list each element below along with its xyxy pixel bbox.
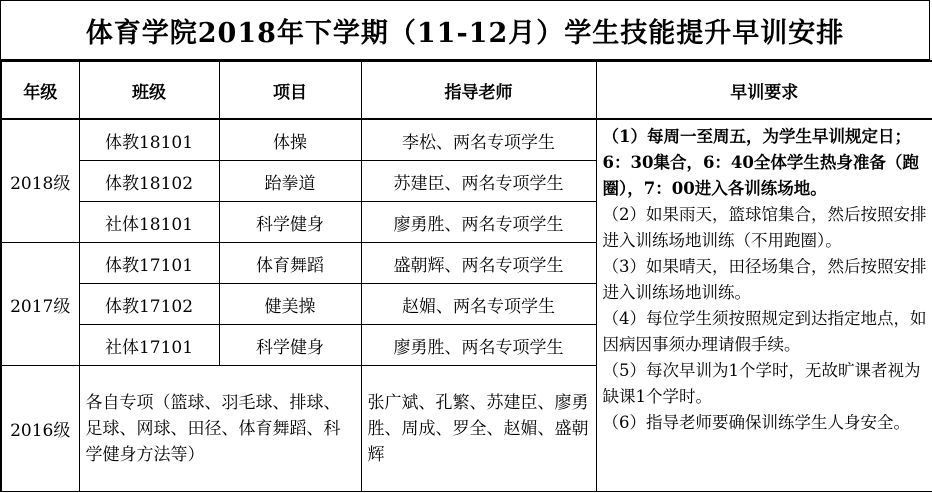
- project-cell: 科学健身: [219, 202, 361, 243]
- class-cell: 社体18101: [79, 202, 219, 243]
- header-class: 班级: [79, 61, 219, 119]
- header-grade: 年级: [1, 61, 79, 119]
- class-cell: 体教17101: [79, 243, 219, 284]
- project-cell: 科学健身: [219, 325, 361, 366]
- header-teacher: 指导老师: [361, 61, 596, 119]
- grade-cell: 2018级: [1, 119, 79, 243]
- class-project-cell: 各自专项（篮球、羽毛球、排球、足球、网球、田径、体育舞蹈、科学健身方法等）: [79, 366, 361, 492]
- header-project: 项目: [219, 61, 361, 119]
- project-cell: 跆拳道: [219, 161, 361, 202]
- teacher-cell: 张广斌、孔繁、苏建臣、廖勇胜、周成、罗全、赵媚、盛朝辉: [361, 366, 596, 492]
- grade-cell: 2017级: [1, 243, 79, 366]
- requirements-cell: [596, 119, 932, 492]
- requirement-item: （5）每次早训为1个学时，无故旷课者视为缺课1个学时。: [602, 361, 921, 406]
- requirement-item: （1）每周一至周五，为学生早训规定日；6：30集合，6：40全体学生热身准备（跑圈），7：00进入各训练场地。: [602, 127, 919, 198]
- header-requirements: 早训要求: [596, 61, 932, 119]
- requirement-item: （2）如果雨天，篮球馆集合，然后按照安排进入训练场地训练（不用跑圈）。: [602, 205, 927, 250]
- table-row: [1, 119, 932, 161]
- project-cell: 体育舞蹈: [219, 243, 361, 284]
- requirement-item: （4）每位学生须按照规定到达指定地点，如因病因事须办理请假手续。: [602, 309, 927, 354]
- teacher-cell: 赵媚、两名专项学生: [361, 284, 596, 325]
- teacher-cell: 廖勇胜、两名专项学生: [361, 202, 596, 243]
- project-cell: 健美操: [219, 284, 361, 325]
- teacher-cell: 苏建臣、两名专项学生: [361, 161, 596, 202]
- teacher-cell: 廖勇胜、两名专项学生: [361, 325, 596, 366]
- class-cell: 体教17102: [79, 284, 219, 325]
- class-cell: 体教18101: [79, 119, 219, 161]
- class-cell: 社体17101: [79, 325, 219, 366]
- requirement-item: （6）指导老师要确保训练学生人身安全。: [602, 413, 910, 432]
- teacher-cell: 盛朝辉、两名专项学生: [361, 243, 596, 284]
- schedule-table: [0, 60, 932, 492]
- requirement-item: （3）如果晴天，田径场集合，然后按照安排进入训练场地训练。: [602, 257, 927, 302]
- class-cell: 体教18102: [79, 161, 219, 202]
- project-cell: 体操: [219, 119, 361, 161]
- header-row: [1, 61, 932, 119]
- grade-cell: 2016级: [1, 366, 79, 492]
- teacher-cell: 李松、两名专项学生: [361, 119, 596, 161]
- page-title: 体育学院2018年下学期（11-12月）学生技能提升早训安排: [0, 0, 930, 60]
